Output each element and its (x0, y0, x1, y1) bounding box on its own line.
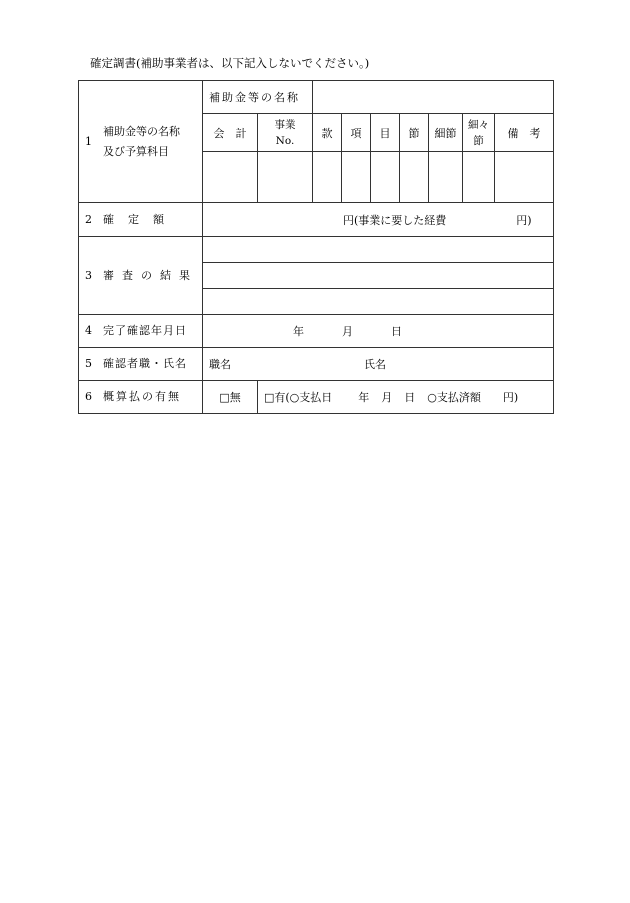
saisai-setsu-field[interactable] (463, 152, 495, 203)
yes-option: □有(○支払日 (264, 391, 333, 404)
section1-label-line1: 補助金等の名称 (103, 124, 180, 138)
jigyo-no-field[interactable] (258, 152, 313, 203)
confirmed-amount-field[interactable] (203, 203, 554, 237)
section1-label-cell (79, 81, 203, 203)
none-option[interactable]: □無 (203, 381, 258, 414)
pay-day: 日 (404, 391, 416, 404)
paid-amount-yen: 円) (502, 391, 519, 404)
section5-number: 5 (85, 357, 92, 370)
date-month: 月 (342, 325, 353, 338)
section1-label-line2: 及び予算科目 (103, 144, 169, 158)
section4-label: 完了確認年月日 (103, 324, 187, 337)
review-result-line2[interactable] (203, 263, 554, 289)
kan-field[interactable] (313, 152, 342, 203)
confirmer-title-label: 職名 (209, 358, 231, 371)
pay-month: 月 (381, 391, 393, 404)
completion-date-field[interactable] (203, 315, 554, 348)
col-jigyo-no: 事業 No. (258, 114, 313, 152)
date-year: 年 (293, 325, 304, 338)
confirmed-amount-end: 円) (516, 213, 532, 227)
section3-label: 審査の結果 (103, 268, 198, 282)
saisetsu-field[interactable] (429, 152, 463, 203)
biko-field[interactable] (495, 152, 554, 203)
col-saisai-setsu: 細々 節 (463, 114, 495, 152)
col-moku: 目 (371, 114, 400, 152)
review-result-line1[interactable] (203, 237, 554, 263)
section6-label: 概算払の有無 (103, 390, 181, 403)
confirmed-amount-text: 円(事業に要した経費 (343, 213, 447, 227)
section5-label-cell (79, 348, 203, 381)
col-kan: 款 (313, 114, 342, 152)
section3-label-cell (79, 237, 203, 315)
confirmation-table (78, 80, 554, 414)
section4-label-cell (79, 315, 203, 348)
review-result-line3[interactable] (203, 289, 554, 315)
confirmer-field[interactable] (203, 348, 554, 381)
section3-number: 3 (85, 268, 92, 282)
section6-label-cell (79, 381, 203, 414)
col-saisetsu: 細節 (429, 114, 463, 152)
section4-number: 4 (85, 324, 92, 337)
paid-amount-label: ○支払済額 (427, 391, 481, 404)
section6-number: 6 (85, 390, 92, 403)
kaikei-field[interactable] (203, 152, 258, 203)
section2-label: 確定額 (103, 212, 178, 226)
yes-option-field[interactable] (258, 381, 554, 414)
date-day: 日 (391, 325, 402, 338)
subsidy-name-field[interactable] (313, 81, 554, 114)
section1-number: 1 (85, 134, 92, 148)
kou-field[interactable] (342, 152, 371, 203)
moku-field[interactable] (371, 152, 400, 203)
setsu-field[interactable] (400, 152, 429, 203)
col-setsu: 節 (400, 114, 429, 152)
section2-label-cell (79, 203, 203, 237)
col-kaikei: 会 計 (203, 114, 258, 152)
form-heading: 確定調書(補助事業者は、以下記入しないでください。) (90, 56, 370, 70)
section2-number: 2 (85, 212, 92, 226)
subsidy-name-label: 補助金等の名称 (203, 81, 313, 114)
confirmer-name-label: 氏名 (364, 358, 386, 371)
col-kou: 項 (342, 114, 371, 152)
pay-year: 年 (358, 391, 370, 404)
section5-label: 確認者職・氏名 (103, 357, 187, 370)
col-biko: 備 考 (495, 114, 554, 152)
